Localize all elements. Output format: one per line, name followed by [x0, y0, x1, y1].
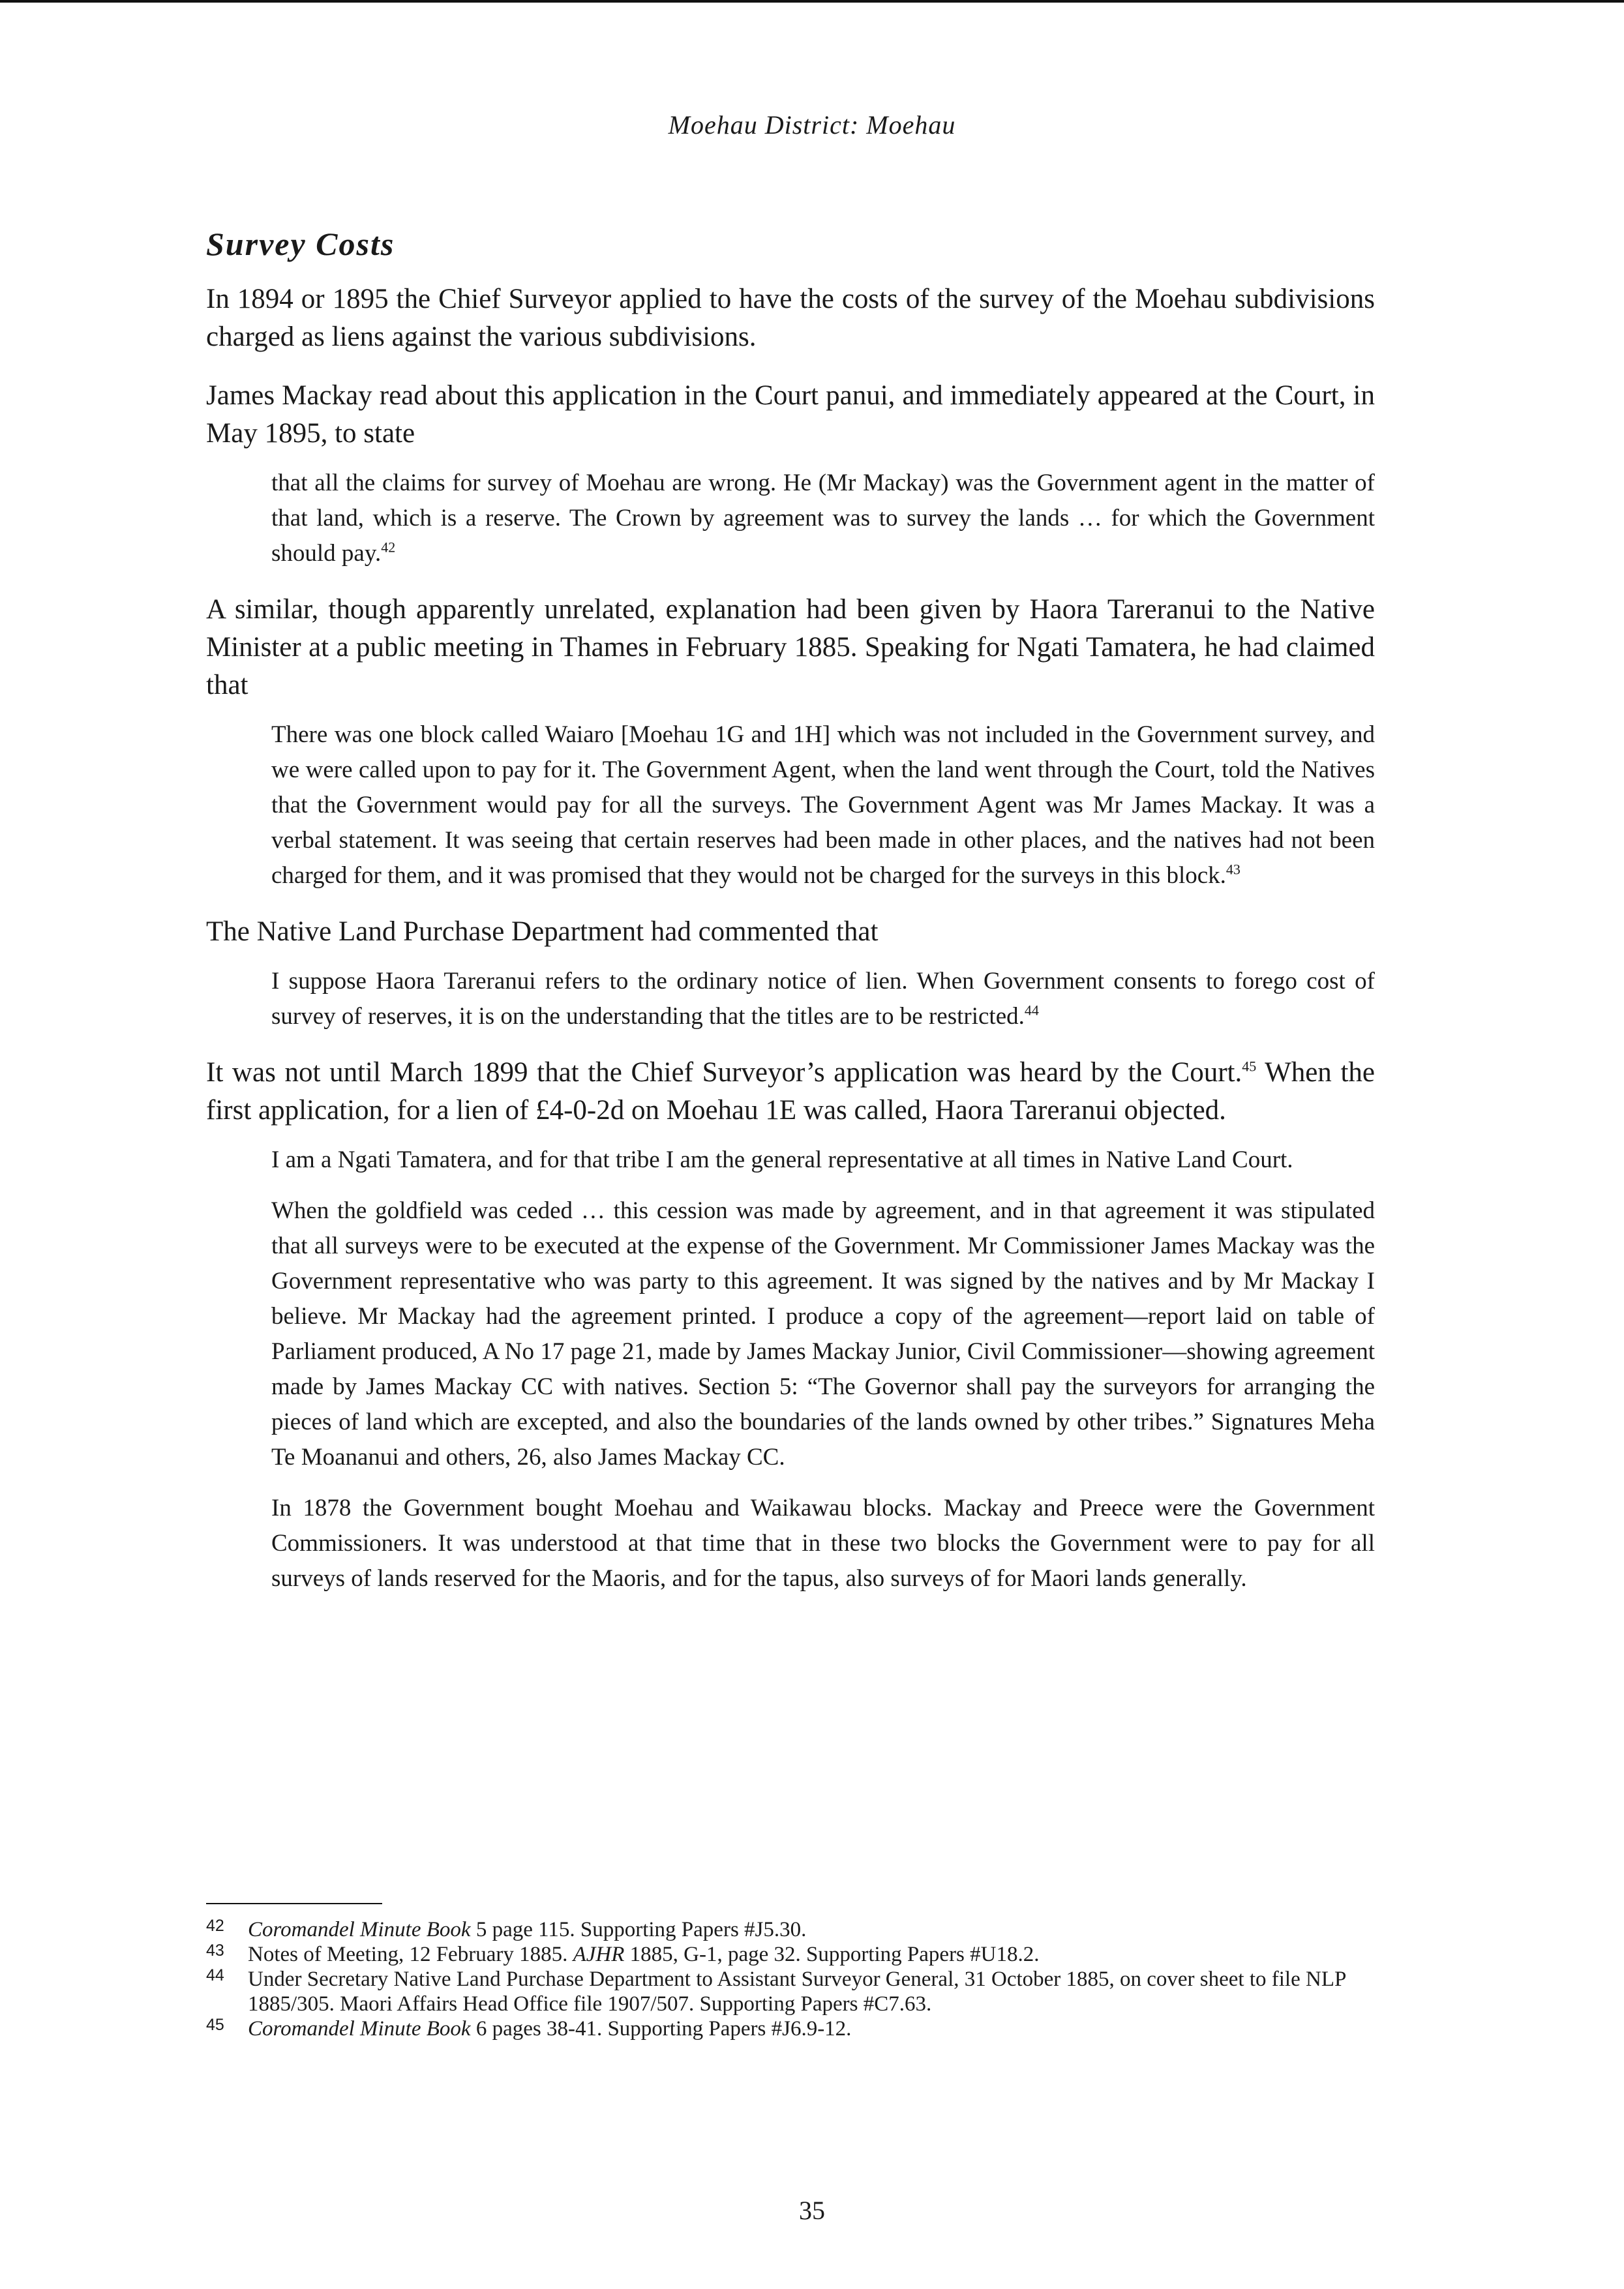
quote-department-text: I suppose Haora Tareranui refers to the ordinary notice of lien. When Government consents to forego cost of survey of reserves, it is on the understanding that the titles are to be restricted. — [271, 968, 1375, 1030]
footnote-ref-45[interactable]: 45 — [1242, 1058, 1257, 1075]
footnote-number: 43 — [206, 1941, 224, 1960]
page-number: 35 — [799, 2196, 825, 2225]
footnote-42 — [206, 1917, 1375, 1942]
footnote-number: 42 — [206, 1917, 224, 1935]
section-title: Survey Costs — [206, 226, 395, 262]
quote-mackay — [271, 466, 1375, 571]
footnote-source-title: Coromandel Minute Book — [248, 2017, 471, 2041]
paragraph-5-part-2: When the first application, for a lien of £4-0-2d on Moehau 1E was called, Haora Tareranui objected. — [206, 1057, 1375, 1126]
paragraph-1: In 1894 or 1895 the Chief Surveyor applied to have the costs of the survey of the Moehau subdivisions charged as liens against the various subdivisions. — [206, 284, 1375, 352]
footnote-45 — [206, 2016, 1375, 2041]
running-head: Moehau District: Moehau — [668, 110, 956, 140]
footnote-source-title: Coromandel Minute Book — [248, 1918, 471, 1941]
paragraph-2: James Mackay read about this application in the Court panui, and immediately appeared at the Court, in May 1895, to state — [206, 380, 1375, 449]
quote-department — [271, 964, 1375, 1034]
footnote-43 — [206, 1942, 1375, 1967]
quote-objection-1: I am a Ngati Tamatera, and for that tribe I am the general representative at all times in Native Land Court. — [271, 1146, 1293, 1173]
footnote-44 — [206, 1967, 1375, 2016]
footnote-source-title: AJHR — [573, 1943, 625, 1966]
footnotes — [206, 1917, 1375, 2041]
paragraph-5-part-1: It was not until March 1899 that the Chief Surveyor’s application was heard by the Court. — [206, 1057, 1242, 1088]
paragraph-5 — [206, 1054, 1375, 1130]
footnote-number: 45 — [206, 2016, 224, 2034]
quote-tareranui-text: There was one block called Waiaro [Moehau 1G and 1H] which was not included in the Government survey, and we were called upon to pay for it. The Government Agent, when the land went through the Court, told the Natives that the Government would pay for all the surveys. The Government Agent was Mr James Mackay. It was a verbal statement. It was seeing that certain reserves had been made in other places, and the natives had not been charged for them, and it was promised that they would not be charged for the surveys in this block. — [271, 721, 1375, 889]
quote-objection-3: In 1878 the Government bought Moehau and Waikawau blocks. Mackay and Preece were the Government Commissioners. It was understood at that time that in these two blocks the Government were to pay for all surveys of lands reserved for the Maoris, and for the tapus, also surveys of for Maori lands generally. — [271, 1495, 1375, 1592]
quote-objection-2: When the goldfield was ceded … this cession was made by agreement, and in that agreement it was stipulated that all surveys were to be executed at the expense of the Government. Mr Commissioner James Mackay was the Government representative who was party to this agreement. It was signed by the natives and by Mr Mackay I believe. Mr Mackay had the agreement printed. I produce a copy of the agreement—report laid on table of Parliament produced, A No 17 page 21, made by James Mackay Junior, Civil Commissioner—showing agreement made by James Mackay CC with natives. Section 5: “The Governor shall pay the surveyors for arranging the pieces of land which are excepted, and also the boundaries of the lands owned by other tribes.” Signatures Meha Te Moananui and others, 26, also James Mackay CC. — [271, 1197, 1375, 1471]
main-text — [206, 224, 1375, 1616]
footnote-ref-42[interactable]: 42 — [381, 539, 396, 556]
footnote-text: 6 pages 38-41. Supporting Papers #J6.9-12. — [470, 2017, 852, 2041]
quote-tareranui — [271, 717, 1375, 893]
paragraph-4: The Native Land Purchase Department had commented that — [206, 916, 879, 947]
paragraph-3: A similar, though apparently unrelated, explanation had been given by Haora Tareranui to the Native Minister at a public meeting in Thames in February 1885. Speaking for Ngati Tamatera, he had claimed that — [206, 594, 1375, 700]
footnote-ref-44[interactable]: 44 — [1024, 1002, 1039, 1019]
footnote-text: 5 page 115. Supporting Papers #J5.30. — [470, 1918, 807, 1941]
quote-mackay-text: that all the claims for survey of Moehau are wrong. He (Mr Mackay) was the Government agent in the matter of that land, which is a reserve. The Crown by agreement was to survey the lands … for which the Government should pay. — [271, 470, 1375, 567]
top-edge-rule — [0, 0, 1624, 3]
footnote-text: Under Secretary Native Land Purchase Department to Assistant Surveyor General, 31 October 1885, on cover sheet to file NLP 1885/305. Maori Affairs Head Office file 1907/507. Supporting Papers #C7.63. — [248, 1967, 1346, 2016]
footnote-ref-43[interactable]: 43 — [1226, 861, 1241, 878]
footnote-separator — [206, 1903, 382, 1904]
footnote-text-before: Notes of Meeting, 12 February 1885. — [248, 1943, 573, 1966]
footnote-number: 44 — [206, 1966, 224, 1984]
footnote-text: 1885, G-1, page 32. Supporting Papers #U18.2. — [624, 1943, 1040, 1966]
